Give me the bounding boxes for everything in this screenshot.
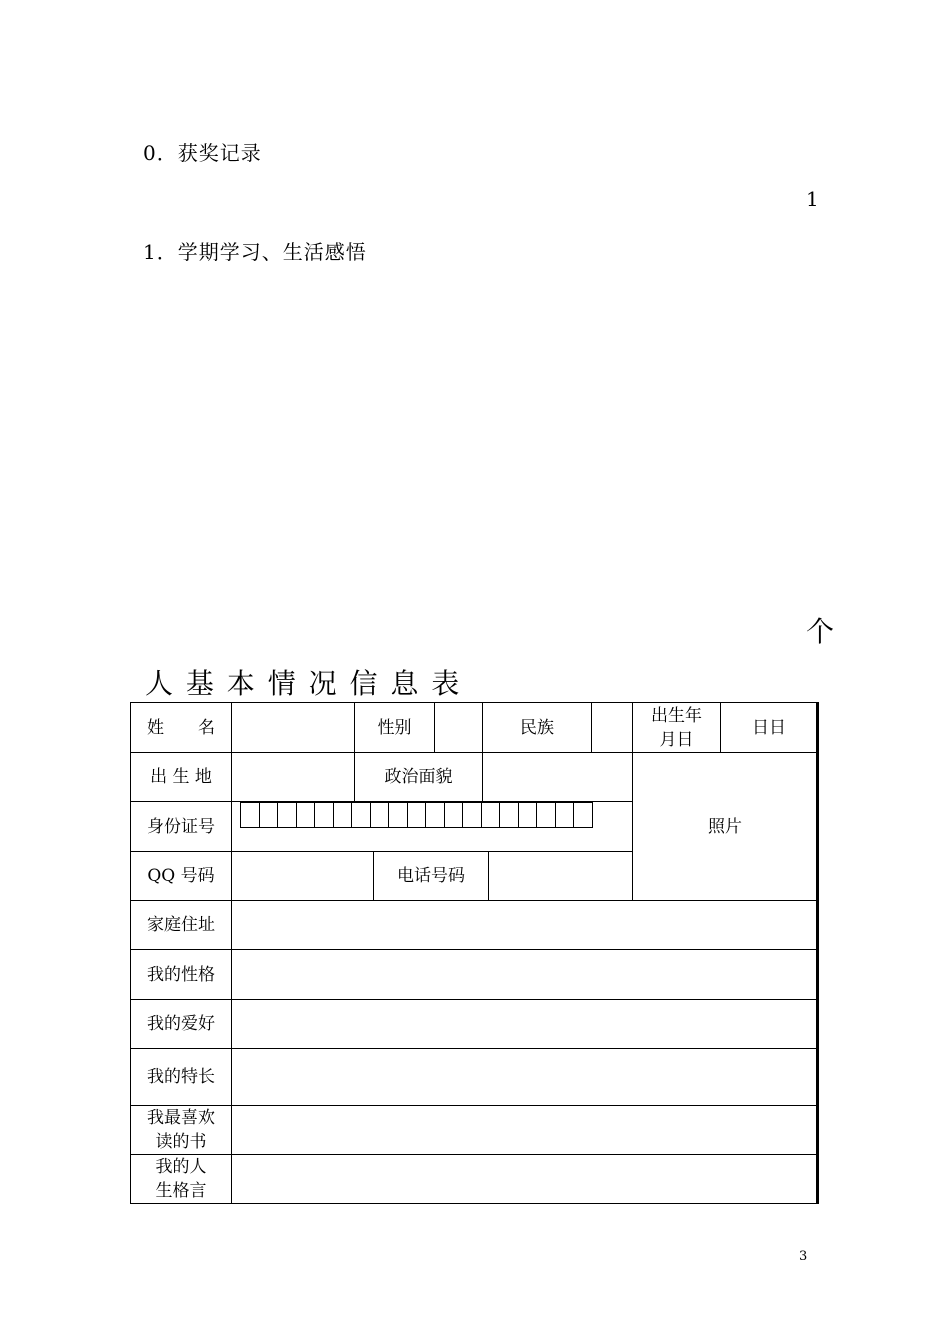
political-status-value-cell[interactable] bbox=[483, 753, 632, 801]
side-number: 1 bbox=[806, 187, 820, 211]
motto-label-line1: 我的人 bbox=[155, 1157, 207, 1177]
birthplace-value-cell[interactable] bbox=[232, 753, 354, 801]
specialty-label: 我的特长 bbox=[147, 1067, 215, 1087]
birth-date-value[interactable]: 日日 bbox=[752, 717, 786, 738]
qq-value-cell[interactable] bbox=[232, 852, 373, 900]
birth-date-label-line1: 出生年 bbox=[651, 705, 702, 726]
ethnicity-value-cell[interactable] bbox=[592, 703, 632, 752]
motto-value-cell[interactable] bbox=[232, 1155, 817, 1203]
id-number-label: 身份证号 bbox=[147, 816, 215, 837]
name-value-cell[interactable] bbox=[232, 703, 354, 752]
personality-label: 我的性格 bbox=[147, 964, 215, 985]
address-label: 家庭住址 bbox=[147, 915, 215, 935]
birth-date-label-line2: 月日 bbox=[659, 729, 694, 750]
specialty-value-cell[interactable] bbox=[232, 1049, 817, 1105]
favorite-book-label bbox=[131, 1106, 231, 1154]
favorite-book-value-cell[interactable] bbox=[232, 1106, 817, 1154]
qq-label: QQ 号码 bbox=[147, 866, 215, 886]
hobby-value-cell[interactable] bbox=[232, 1000, 817, 1048]
id-number-boxes[interactable] bbox=[240, 802, 593, 828]
phone-value-cell[interactable] bbox=[489, 852, 632, 900]
motto-label bbox=[131, 1155, 231, 1203]
name-label: 姓 名 bbox=[147, 717, 215, 738]
address-value-cell[interactable] bbox=[232, 901, 817, 949]
favorite-book-label-line1: 我最喜欢 bbox=[147, 1108, 215, 1128]
title-part-1: 个 bbox=[806, 615, 835, 648]
phone-label: 电话号码 bbox=[397, 866, 465, 886]
political-status-label: 政治面貌 bbox=[384, 767, 453, 787]
gender-label: 性别 bbox=[377, 717, 412, 738]
hobby-label: 我的爱好 bbox=[147, 1014, 215, 1034]
birth-date-label bbox=[633, 703, 720, 752]
page-title: 人 基 本 情 况 信 息 表 bbox=[145, 667, 462, 700]
page-number: 3 bbox=[799, 1249, 808, 1264]
section-reflection-heading: 1．学期学习、生活感悟 bbox=[143, 240, 367, 264]
section-awards-heading: 0．获奖记录 bbox=[143, 141, 262, 165]
photo-area[interactable]: 照片 bbox=[708, 816, 742, 837]
personality-value-cell[interactable] bbox=[232, 950, 817, 999]
gender-value-cell[interactable] bbox=[435, 703, 482, 752]
ethnicity-label: 民族 bbox=[520, 717, 554, 738]
birthplace-label: 出 生 地 bbox=[150, 767, 212, 787]
motto-label-line2: 生格言 bbox=[155, 1181, 207, 1201]
favorite-book-label-line2: 读的书 bbox=[155, 1132, 207, 1152]
